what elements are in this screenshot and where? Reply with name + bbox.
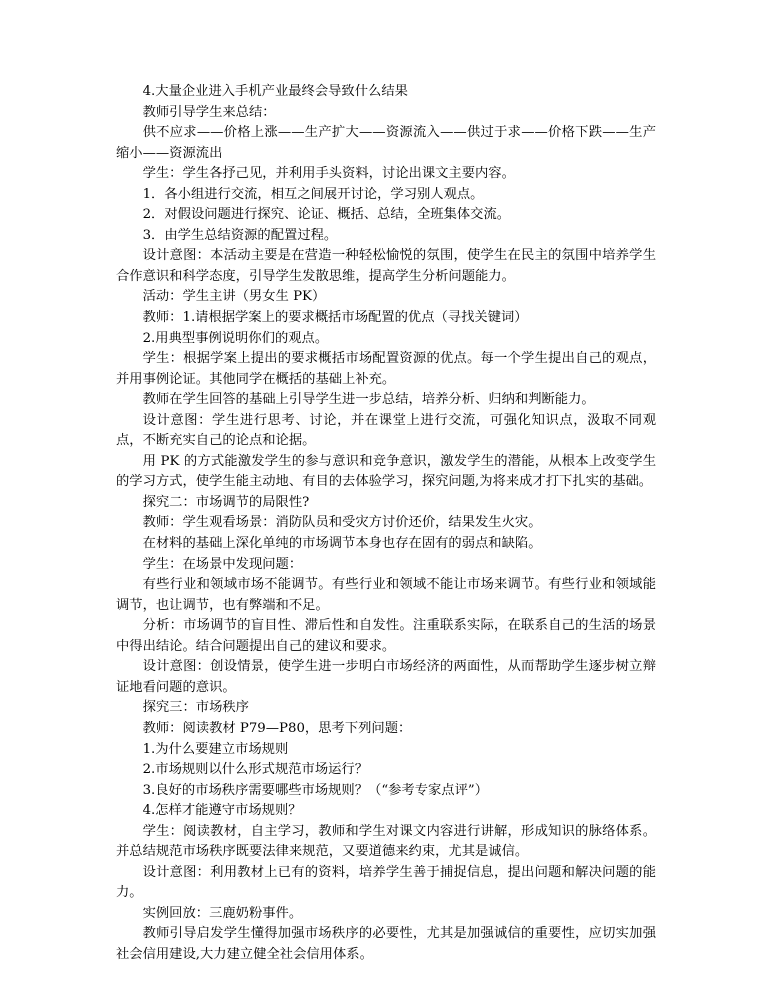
paragraph: 供不应求——价格上涨——生产扩大——资源流入——供过于求——价格下跌——生产缩小——资源流出: [116, 125, 656, 161]
paragraph: 教师在学生回答的基础上引导学生进一步总结，培养分析、归纳和判断能力。: [142, 392, 595, 408]
paragraph: 设计意图：学生进行思考、讨论，并在课堂上进行交流，可强化知识点，汲取不同观点，不断充实自己的论点和论据。: [116, 412, 656, 449]
paragraph: 3.良好的市场秩序需要哪些市场规则？（“参考专家点评”）: [142, 782, 489, 798]
paragraph: 探究二：市场调节的局限性?: [142, 494, 310, 510]
paragraph: 2.市场规则以什么形式规范市场运行？: [142, 762, 369, 778]
paragraph: 设计意图：创设情景，使学生进一步明白市场经济的两面性，从而帮助学生逐步树立辩证地看问题的意识。: [116, 659, 656, 695]
paragraph: 2．对假设问题进行探究、论证、概括、总结，全班集体交流。: [142, 207, 511, 223]
paragraph: 学生：根据学案上提出的要求概括市场配置资源的优点。每一个学生提出自己的观点，并用事例论证。其他同学在概括的基础上补充。: [116, 351, 656, 387]
paragraph: 分析：市场调节的盲目性、滞后性和自发性。注重联系实际，在联系自己的生活的场景中得出结论。结合问题提出自己的建议和要求。: [116, 618, 656, 654]
paragraph: 学生：学生各抒己见，并利用手头资料，讨论出课文主要内容。: [142, 166, 515, 182]
paragraph: 设计意图：本活动主要是在营造一种轻松愉悦的氛围，使学生在民主的氛围中培养学生合作意识和科学态度，引导学生发散思维，提高学生分析问题能力。: [116, 248, 656, 284]
paragraph: 教师引导学生来总结：: [142, 104, 276, 120]
paragraph: 教师：1.请根据学案上的要求概括市场配置的优点（寻找关键词）: [142, 310, 528, 326]
paragraph: 实例回放：三鹿奶粉事件。: [142, 905, 303, 921]
paragraph: 教师：阅读教材 P79—P80，思考下列问题：: [142, 720, 412, 736]
paragraph: 在材料的基础上深化单纯的市场调节本身也存在固有的弱点和缺陷。: [142, 536, 542, 552]
paragraph: 探究三：市场秩序: [142, 700, 249, 716]
paragraph: 1．各小组进行交流，相互之间展开讨论，学习别人观点。: [142, 186, 484, 202]
paragraph: 4.怎样才能遵守市场规则？: [142, 803, 302, 819]
document-page: [116, 82, 656, 966]
paragraph: 用 PK 的方式能激发学生的参与意识和竞争意识，激发学生的潜能，从根本上改变学生的学习方式，使学生能主动地、有目的去体验学习，探究问题,为将来成才打下扎实的基础。: [116, 453, 656, 490]
paragraph: 学生：阅读教材，自主学习，教师和学生对课文内容进行讲解，形成知识的脉络体系。并总结规范市场秩序既要法律来规范，又要道德来约束，尤其是诚信。: [116, 823, 656, 860]
paragraph: 2.用典型事例说明你们的观点。: [142, 330, 329, 346]
paragraph: 有些行业和领域市场不能调节。有些行业和领域不能让市场来调节。有些行业和领域能调节，也让调节，也有弊端和不足。: [116, 577, 656, 613]
paragraph: 学生：在场景中发现问题：: [142, 556, 303, 572]
paragraph: 教师：学生观看场景：消防队员和受灾方讨价还价，结果发生火灾。: [142, 515, 542, 531]
paragraph: 活动：学生主讲（男女生 PK）: [142, 289, 326, 305]
paragraph: 设计意图：利用教材上已有的资料，培养学生善于捕捉信息，提出问题和解决问题的能力。: [116, 864, 656, 901]
paragraph: 4.大量企业进入手机产业最终会导致什么结果: [142, 84, 408, 99]
paragraph: 1.为什么要建立市场规则: [142, 741, 289, 757]
paragraph: 教师引导启发学生懂得加强市场秩序的必要性，尤其是加强诚信的重要性，应切实加强社会信用建设,大力建立健全社会信用体系。: [116, 926, 656, 962]
paragraph: 3．由学生总结资源的配置过程。: [142, 227, 338, 243]
